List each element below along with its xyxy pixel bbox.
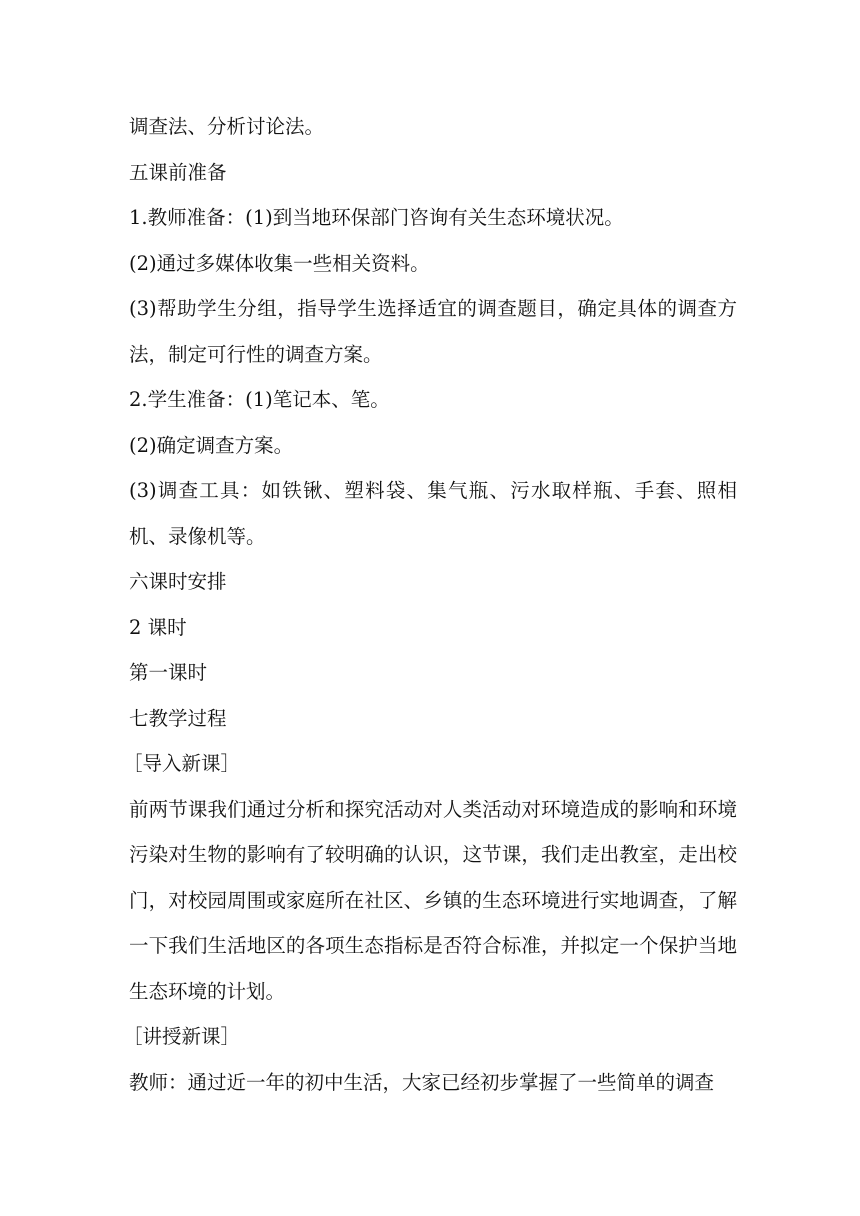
document-body xyxy=(123,104,737,1105)
text-paragraph: (3)帮助学生分组，指导学生选择适宜的调查题目，确定具体的调查方法，制定可行性的调查方案。 xyxy=(129,297,737,366)
text-paragraph: 前两节课我们通过分析和探究活动对人类活动对环境造成的影响和环境污染对生物的影响有了较明确的认识，这节课，我们走出教室，走出校门，对校园周围或家庭所在社区、乡镇的生态环境进行实地调查，了解一下我们生活地区的各项生态指标是否符合标准，并拟定一个保护当地生态环境的计划。 xyxy=(129,797,737,1003)
text-line: 2 课时 xyxy=(129,615,187,639)
text-line: 教师：通过近一年的初中生活，大家已经初步掌握了一些简单的调查 xyxy=(129,1070,715,1094)
text-line: (2)确定调查方案。 xyxy=(129,433,294,457)
text-line: 1.教师准备：(1)到当地环保部门咨询有关生态环境状况。 xyxy=(129,206,624,229)
subsection-heading: 第一课时 xyxy=(129,661,208,684)
text-line: 2.学生准备：(1)笔记本、笔。 xyxy=(129,388,390,411)
bracket-heading: ［讲授新课］ xyxy=(123,1025,241,1048)
section-heading: 六课时安排 xyxy=(129,570,227,593)
text-line: 调查法、分析讨论法。 xyxy=(129,115,325,138)
section-heading: 五课前准备 xyxy=(129,160,227,184)
text-line: (2)通过多媒体收集一些相关资料。 xyxy=(129,251,430,275)
section-heading: 七教学过程 xyxy=(129,706,227,730)
text-paragraph: (3)调查工具：如铁锹、塑料袋、集气瓶、污水取样瓶、手套、照相机、录像机等。 xyxy=(129,479,737,548)
bracket-heading: ［导入新课］ xyxy=(123,752,241,775)
